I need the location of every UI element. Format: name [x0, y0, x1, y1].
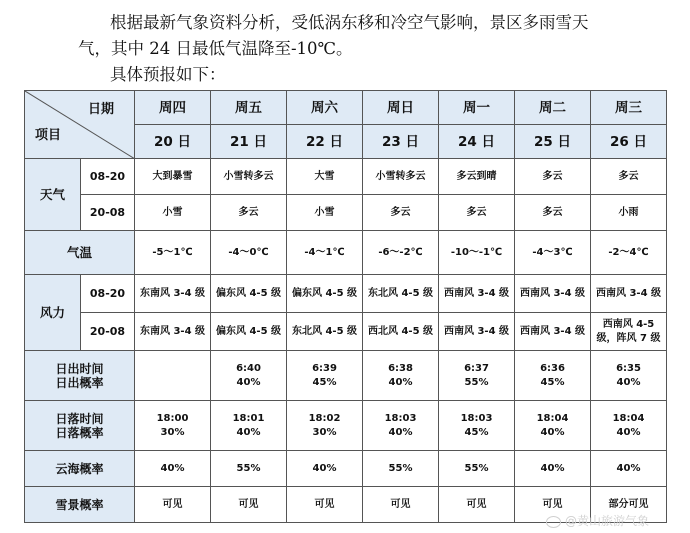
weather-cell: 多云到晴	[439, 159, 515, 195]
weekday-header: 周二	[515, 91, 591, 125]
period-label: 08-20	[81, 159, 135, 195]
weekday-header: 周五	[211, 91, 287, 125]
temperature-cell: -2～4℃	[591, 231, 667, 275]
intro-line-3: 具体预报如下：	[110, 65, 226, 84]
sunrise-prob-label: 日出概率	[55, 375, 104, 390]
sunset-time: 18:00	[156, 412, 189, 424]
period-label: 20-08	[81, 313, 135, 351]
sunset-time: 18:03	[384, 412, 417, 424]
table-corner-header	[25, 91, 135, 159]
sunrise-label	[25, 351, 135, 401]
corner-date-label: 日期	[87, 102, 114, 117]
sunrise-cell	[363, 351, 439, 401]
intro-line-2: 气，其中 24 日最低气温降至-10℃。	[78, 39, 353, 58]
sunset-cell	[439, 401, 515, 451]
wind-cell: 西南风 3-4 级	[515, 275, 591, 313]
header-weekday-row	[25, 91, 667, 125]
watermark	[546, 512, 649, 529]
snow-scenery-cell: 部分可见	[591, 487, 667, 523]
sunrise-time-label: 日出时间	[55, 361, 104, 376]
weather-cell: 大到暴雪	[135, 159, 211, 195]
sunrise-prob: 45%	[540, 376, 565, 388]
period-label: 20-08	[81, 195, 135, 231]
sunset-time: 18:01	[232, 412, 265, 424]
sunrise-cell	[135, 351, 211, 401]
wind-cell: 东南风 3-4 级	[135, 313, 211, 351]
sunset-cell	[135, 401, 211, 451]
date-header: 26 日	[591, 125, 667, 159]
wind-cell: 西南风 3-4 级	[439, 275, 515, 313]
sunrise-row	[25, 351, 667, 401]
weibo-icon	[546, 516, 561, 528]
snow-scenery-cell: 可见	[211, 487, 287, 523]
snow-scenery-cell: 可见	[439, 487, 515, 523]
forecast-table	[24, 90, 667, 523]
sunrise-cell	[515, 351, 591, 401]
weather-cell: 小雪	[135, 195, 211, 231]
temperature-cell: -4～3℃	[515, 231, 591, 275]
wind-cell: 东南风 3-4 级	[135, 275, 211, 313]
sunset-prob: 40%	[388, 426, 413, 438]
snow-scenery-cell: 可见	[363, 487, 439, 523]
sea-of-clouds-cell: 40%	[591, 451, 667, 487]
corner-diagonal	[25, 91, 135, 159]
weekday-header: 周一	[439, 91, 515, 125]
wind-cell: 东北风 4-5 级	[363, 275, 439, 313]
wind-cell: 东北风 4-5 级	[287, 313, 363, 351]
weather-day-row	[25, 159, 667, 195]
weather-cell: 小雪转多云	[211, 159, 287, 195]
sunset-time: 18:03	[460, 412, 493, 424]
sunrise-time: 6:37	[464, 362, 489, 374]
sunrise-prob: 55%	[464, 376, 489, 388]
sunset-cell	[515, 401, 591, 451]
sea-of-clouds-row	[25, 451, 667, 487]
sunset-row	[25, 401, 667, 451]
sunrise-time: 6:38	[388, 362, 413, 374]
sea-of-clouds-cell: 55%	[211, 451, 287, 487]
snow-scenery-cell: 可见	[135, 487, 211, 523]
period-label: 08-20	[81, 275, 135, 313]
weather-cell: 多云	[515, 159, 591, 195]
weather-cell: 小雪转多云	[363, 159, 439, 195]
weather-cell: 多云	[363, 195, 439, 231]
weekday-header: 周日	[363, 91, 439, 125]
sunrise-cell	[591, 351, 667, 401]
sunset-prob: 40%	[616, 426, 641, 438]
temperature-label: 气温	[25, 231, 135, 275]
wind-cell: 偏东风 4-5 级	[211, 313, 287, 351]
sunrise-prob: 40%	[616, 376, 641, 388]
wind-cell: 西南风 3-4 级	[439, 313, 515, 351]
wind-cell: 偏东风 4-5 级	[211, 275, 287, 313]
weather-cell: 小雪	[287, 195, 363, 231]
sunset-prob-label: 日落概率	[55, 425, 104, 440]
sea-of-clouds-label: 云海概率	[25, 451, 135, 487]
temperature-row	[25, 231, 667, 275]
intro-line-1: 根据最新气象资料分析，受低涡东移和冷空气影响，景区多雨雪天	[110, 13, 589, 32]
watermark-text: @黄山旅游气象	[565, 514, 650, 528]
wind-cell: 西南风 4-5 级，阵风 7 级	[591, 313, 667, 351]
weather-cell: 多云	[211, 195, 287, 231]
sunrise-cell	[211, 351, 287, 401]
sunset-cell	[287, 401, 363, 451]
sunrise-prob: 40%	[388, 376, 413, 388]
sunrise-time: 6:36	[540, 362, 565, 374]
wind-label: 风力	[25, 275, 81, 351]
weather-label: 天气	[25, 159, 81, 231]
intro-text	[78, 10, 668, 88]
sunset-time: 18:02	[308, 412, 341, 424]
sunset-cell	[363, 401, 439, 451]
corner-item-label: 项目	[35, 128, 62, 143]
temperature-cell: -4～0℃	[211, 231, 287, 275]
sunrise-cell	[287, 351, 363, 401]
sunset-time-label: 日落时间	[55, 411, 104, 426]
sunrise-cell	[439, 351, 515, 401]
sea-of-clouds-cell: 40%	[135, 451, 211, 487]
weekday-header: 周三	[591, 91, 667, 125]
date-header: 21 日	[211, 125, 287, 159]
wind-cell: 偏东风 4-5 级	[287, 275, 363, 313]
sunrise-prob: 45%	[312, 376, 337, 388]
date-header: 20 日	[135, 125, 211, 159]
date-header: 25 日	[515, 125, 591, 159]
wind-day-row	[25, 275, 667, 313]
temperature-cell: -5～1℃	[135, 231, 211, 275]
sunset-cell	[591, 401, 667, 451]
sunset-label	[25, 401, 135, 451]
sunset-time: 18:04	[536, 412, 569, 424]
sea-of-clouds-cell: 40%	[515, 451, 591, 487]
sunset-cell	[211, 401, 287, 451]
sunset-time: 18:04	[612, 412, 645, 424]
sunset-prob: 40%	[236, 426, 261, 438]
sunset-prob: 40%	[540, 426, 565, 438]
weather-cell: 多云	[515, 195, 591, 231]
weekday-header: 周四	[135, 91, 211, 125]
weather-cell: 多云	[439, 195, 515, 231]
date-header: 24 日	[439, 125, 515, 159]
weather-cell: 多云	[591, 159, 667, 195]
date-header: 23 日	[363, 125, 439, 159]
sunrise-time: 6:35	[616, 362, 641, 374]
snow-scenery-cell: 可见	[287, 487, 363, 523]
weather-cell: 小雨	[591, 195, 667, 231]
wind-cell: 西南风 3-4 级	[515, 313, 591, 351]
date-header: 22 日	[287, 125, 363, 159]
wind-night-row	[25, 313, 667, 351]
wind-cell: 西南风 3-4 级	[591, 275, 667, 313]
wind-cell: 西北风 4-5 级	[363, 313, 439, 351]
sea-of-clouds-cell: 55%	[363, 451, 439, 487]
weekday-header: 周六	[287, 91, 363, 125]
sunset-prob: 30%	[312, 426, 337, 438]
sea-of-clouds-cell: 55%	[439, 451, 515, 487]
weather-night-row	[25, 195, 667, 231]
sea-of-clouds-cell: 40%	[287, 451, 363, 487]
weather-cell: 大雪	[287, 159, 363, 195]
sunrise-time: 6:39	[312, 362, 337, 374]
sunset-prob: 30%	[160, 426, 185, 438]
snow-scenery-label: 雪景概率	[25, 487, 135, 523]
sunrise-time: 6:40	[236, 362, 261, 374]
sunrise-prob: 40%	[236, 376, 261, 388]
temperature-cell: -10～-1℃	[439, 231, 515, 275]
sunset-prob: 45%	[464, 426, 489, 438]
snow-scenery-cell: 可见	[515, 487, 591, 523]
temperature-cell: -4～1℃	[287, 231, 363, 275]
temperature-cell: -6～-2℃	[363, 231, 439, 275]
